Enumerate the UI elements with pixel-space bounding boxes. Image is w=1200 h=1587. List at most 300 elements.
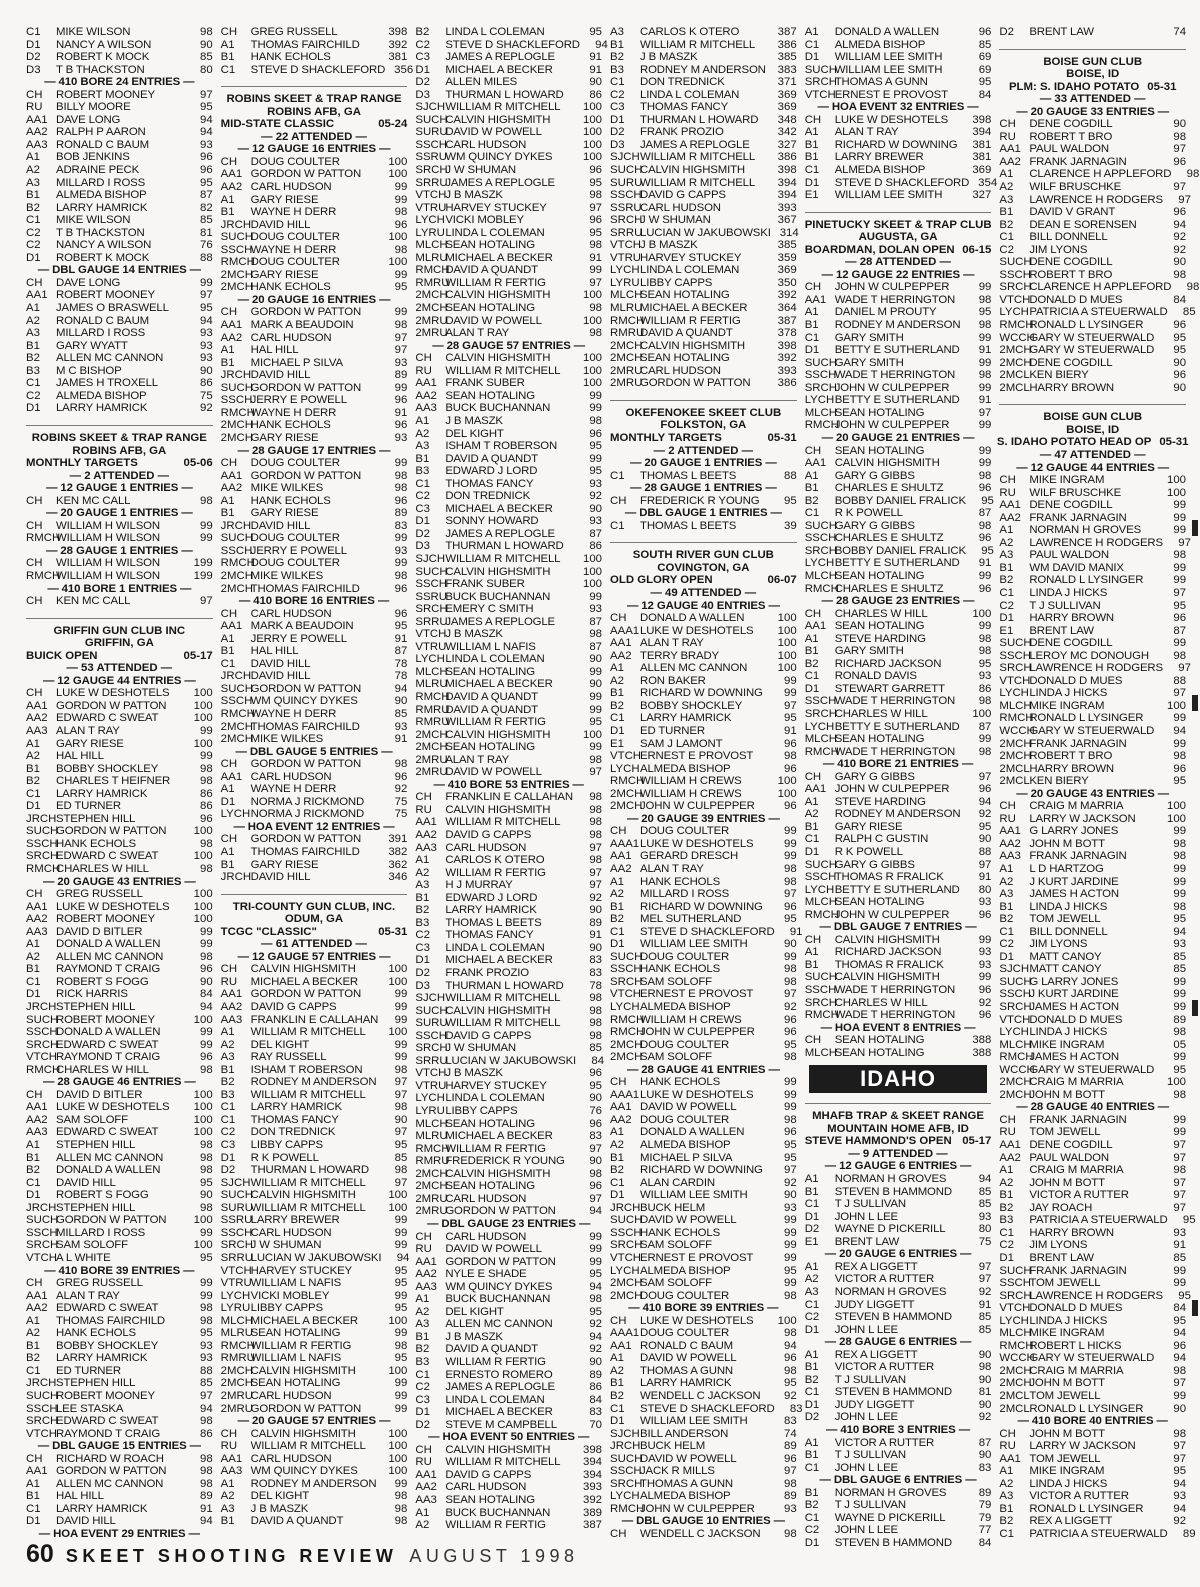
result-row [415, 1494, 602, 1507]
class-code: MLCH [804, 1046, 837, 1059]
class-code: D1 [26, 988, 41, 1001]
result-row [221, 1302, 408, 1315]
result-row [415, 101, 602, 114]
shooter-name: SAM SOLOFF [640, 1051, 712, 1064]
shooter-name: THOMAS L BEETS [640, 469, 737, 482]
shooter-name: RICHARD JACKSON [834, 657, 942, 670]
event-subheader: — 12 GAUGE 44 ENTRIES — [42, 674, 196, 687]
result-row [415, 164, 602, 177]
shooter-name: DEL KIGHT [445, 427, 504, 440]
shooter-name: STEPHEN HILL [56, 1001, 136, 1014]
result-row [221, 1001, 408, 1014]
result-row [805, 633, 992, 646]
result-row [610, 1377, 797, 1390]
shooter-name: ALLEN MC CANNON [56, 352, 164, 365]
result-row [610, 114, 797, 127]
class-code: D1 [610, 724, 625, 737]
score: 83 [394, 519, 408, 532]
shooter-name: ROBERT K MOCK [56, 51, 150, 64]
class-code: AA3 [415, 841, 437, 854]
score: 98 [1173, 750, 1187, 763]
shooter-name: WILLIAM R FERTIG [445, 276, 546, 289]
score: 381 [388, 51, 408, 64]
result-row [221, 219, 408, 232]
class-code: SSCH [220, 695, 253, 708]
result-row [999, 888, 1186, 901]
shooter-name: LINDA J HICKS [1029, 687, 1108, 700]
score: 100 [1167, 800, 1187, 813]
score: 386 [777, 151, 797, 164]
shooter-name: WADE T HERRINGTON [834, 745, 956, 758]
shooter-name: SEAN HOTALING [834, 406, 925, 419]
score: 75 [978, 1235, 992, 1248]
score: 95 [589, 176, 603, 189]
score: 100 [777, 662, 797, 675]
score: 100 [583, 352, 603, 365]
class-code: B1 [610, 900, 624, 913]
result-row [26, 1202, 213, 1215]
class-code: B1 [804, 482, 819, 495]
shooter-name: LARRY HAMRICK [56, 787, 148, 800]
result-row [610, 963, 797, 976]
class-code: A1 [26, 1314, 40, 1327]
result-row [610, 76, 797, 89]
score: 99 [978, 620, 992, 633]
result-row [805, 771, 992, 784]
score: 90 [784, 1189, 797, 1202]
shooter-name: WAYNE H DERR [250, 707, 337, 720]
score: 97 [784, 699, 797, 712]
score: 99 [784, 837, 797, 850]
class-code: CH [804, 113, 822, 126]
score: 97 [1173, 687, 1187, 700]
shooter-name: MIKE INGRAM [1029, 1038, 1105, 1051]
shooter-name: GORDON W PATTON [250, 381, 362, 394]
score: 91 [394, 733, 408, 746]
class-code: SURU [610, 176, 643, 189]
club-header [26, 425, 213, 482]
class-code: D2 [26, 51, 41, 64]
shooter-name: JOHN M BOTT [1029, 1427, 1105, 1440]
shooter-name: RODNEY M ANDERSON [640, 63, 766, 76]
result-row [610, 1202, 797, 1215]
score: 96 [784, 1026, 797, 1039]
score: 100 [388, 155, 408, 168]
score: 98 [784, 1477, 797, 1490]
score: 99 [394, 988, 408, 1001]
score: 87 [200, 189, 213, 202]
result-row [415, 603, 602, 616]
result-row [805, 482, 992, 495]
class-code: VTCH [26, 1251, 58, 1264]
attendance: — 2 ATTENDED — [69, 469, 170, 482]
class-code: VTCH [999, 1302, 1031, 1315]
result-row [999, 206, 1186, 219]
class-code: CH [610, 825, 627, 838]
shooter-name: WILLIAM R MITCHELL [640, 176, 756, 189]
shooter-name: CALVIN HIGHSMITH [445, 1004, 551, 1017]
score: 92 [784, 1176, 797, 1189]
result-row [805, 495, 992, 508]
shooter-name: DON TREDNICK [640, 76, 725, 89]
class-code: MLCH [804, 406, 837, 419]
result-row [221, 1290, 408, 1303]
class-code: RMRU [415, 1155, 450, 1168]
shooter-name: JOHN M BOTT [1029, 837, 1105, 850]
shooter-name: CHARLES W HILL [834, 607, 928, 620]
class-code: A1 [220, 846, 235, 858]
class-code: LYRU [220, 1302, 251, 1315]
shooter-name: JOHN L LEE [834, 1524, 898, 1537]
score: 98 [200, 837, 213, 850]
result-row [999, 813, 1186, 826]
class-code: D1 [220, 795, 236, 808]
class-code: MLCH [999, 1327, 1032, 1340]
shooter-name: LINDA L COLEMAN [445, 1393, 545, 1406]
class-code: SUCH [415, 565, 448, 578]
class-code: SRCH [999, 1001, 1032, 1014]
result-row [221, 570, 408, 583]
shooter-name: JOHN W CULPEPPER [640, 1026, 755, 1039]
result-row [415, 842, 602, 855]
score: 91 [589, 63, 603, 76]
score: 95 [394, 281, 408, 294]
score: 85 [978, 1311, 992, 1324]
score: 96 [394, 770, 408, 783]
result-row [610, 327, 797, 340]
shooter-name: RAYMOND T CRAIG [56, 963, 161, 976]
result-row [221, 419, 408, 432]
score: 80 [978, 1223, 992, 1236]
class-code: RU [220, 975, 238, 988]
result-row [999, 549, 1186, 562]
class-code: A3 [804, 1285, 819, 1298]
shooter-name: WILLIAM R MITCHELL [445, 364, 561, 377]
result-row [610, 775, 797, 788]
shooter-name: J KURT JARDINE [1029, 875, 1119, 888]
result-row [415, 1381, 602, 1394]
class-code: VTCH [220, 1264, 252, 1277]
result-row [26, 402, 213, 415]
score: 95 [589, 716, 603, 729]
result-row [26, 763, 213, 776]
shooter-name: DAVID G CAPPS [445, 1468, 532, 1481]
score: 98 [394, 243, 408, 256]
score: 90 [978, 1348, 992, 1361]
shooter-name: EDWARD C SWEAT [56, 1302, 159, 1315]
shooter-name: LAWRENCE H RODGERS [1029, 193, 1163, 206]
result-row [610, 126, 797, 139]
result-row [221, 1039, 408, 1052]
class-code: SUCH [804, 971, 837, 984]
class-code: 2MCH [220, 268, 253, 281]
class-code: AA3 [415, 402, 437, 415]
class-code: SJCH [999, 963, 1030, 976]
shooter-name: DAVID HILL [250, 670, 311, 683]
shooter-name: JOHN L LEE [834, 1210, 898, 1223]
result-row [221, 26, 408, 39]
score: 99 [784, 825, 797, 838]
shooter-name: SAM SOLOFF [56, 1239, 128, 1252]
shooter-name: WILLIAM R MITCHELL [445, 101, 561, 114]
result-row [805, 1399, 992, 1412]
result-row [999, 1189, 1186, 1202]
score: 96 [1173, 612, 1187, 625]
shooter-name: HARVEY STUCKEY [250, 1264, 352, 1277]
class-code: C3 [415, 502, 430, 515]
class-code: JRCH [220, 218, 252, 231]
class-code: MLCH [804, 569, 837, 582]
shooter-name: DONALD A WALLEN [640, 1126, 745, 1139]
result-row [415, 892, 602, 905]
score: 98 [200, 863, 213, 875]
result-row [999, 913, 1186, 926]
score: 393 [777, 201, 797, 214]
shooter-name: DAVID HILL [56, 1515, 116, 1528]
result-row [999, 600, 1186, 613]
score: 95 [589, 1079, 603, 1092]
score: 100 [193, 913, 213, 926]
score: 96 [1173, 155, 1187, 168]
class-code: RMCH [220, 1339, 255, 1352]
result-row [415, 1243, 602, 1256]
result-row [415, 428, 602, 441]
shooter-name: THOMAS FAIRCHILD [250, 582, 360, 595]
result-row [26, 340, 213, 353]
score: 394 [972, 126, 992, 139]
class-code: SRRU [610, 226, 643, 239]
score: 98 [784, 1113, 797, 1126]
shooter-name: GORDON W PATTON [445, 1205, 556, 1218]
class-code: CH [610, 1527, 627, 1540]
class-code: C1 [610, 1176, 625, 1189]
score: 95 [200, 302, 213, 315]
score: 76 [589, 1105, 603, 1118]
class-code: WCCH [999, 1063, 1035, 1076]
score: 99 [1173, 825, 1187, 838]
shooter-name: RONALD C BAUM [640, 1339, 734, 1352]
class-code: AAA1 [610, 1088, 640, 1101]
score: 394 [583, 1468, 603, 1481]
shooter-name: TOM JEWELL [1029, 1452, 1101, 1465]
class-code: CH [415, 791, 432, 804]
result-row [415, 980, 602, 993]
shooter-name: BOBBY SHOCKLEY [56, 762, 159, 775]
score: 99 [784, 850, 797, 863]
shooter-name: HANK ECHOLS [250, 51, 331, 64]
class-code: A2 [610, 1139, 624, 1152]
shooter-name: DENE COGDILL [1029, 499, 1113, 512]
event-subheader: — 20 GAUGE 21 ENTRIES — [821, 431, 975, 444]
shooter-name: LUKE W DESHOTELS [640, 837, 754, 850]
class-code: CH [220, 306, 238, 319]
shooter-name: LIBBY CAPPS [445, 1105, 518, 1118]
shooter-name: LINDA J HICKS [1029, 1477, 1108, 1490]
shooter-name: BRENT LAW [834, 1235, 900, 1248]
shooter-name: CHARLES W HILL [834, 996, 928, 1009]
club-header [996, 404, 1189, 461]
class-code: C2 [220, 1126, 236, 1139]
class-code: 2MCH [415, 289, 448, 302]
shooter-name: EDWARD C SWEAT [56, 1038, 159, 1051]
result-row [221, 1377, 408, 1390]
result-row [221, 1101, 408, 1114]
score: 91 [589, 51, 603, 64]
result-row [221, 1265, 408, 1278]
class-code: LYCH [804, 394, 835, 407]
result-row [26, 214, 213, 227]
result-row [415, 277, 602, 290]
shooter-name: DOUG COULTER [250, 231, 340, 244]
score: 99 [978, 971, 992, 984]
score: 83 [978, 1461, 992, 1474]
event-subheader: — 28 GAUGE 23 ENTRIES — [821, 595, 975, 608]
result-row [805, 532, 992, 545]
score: 98 [589, 816, 603, 829]
class-code: JRCH [610, 1440, 641, 1453]
result-row [999, 1478, 1186, 1491]
score: 94 [200, 314, 213, 327]
result-row [999, 524, 1186, 537]
class-code: B2 [804, 1373, 819, 1386]
class-code: B1 [26, 1339, 40, 1352]
result-row [805, 114, 992, 127]
result-row [415, 214, 602, 227]
shooter-name: BOBBY SHOCKLEY [56, 1339, 159, 1352]
score: 86 [200, 800, 213, 813]
score: 100 [583, 552, 603, 565]
shooter-name: JAMES A REPLOGLE [445, 527, 555, 540]
score: 98 [978, 469, 992, 482]
result-row [26, 850, 213, 863]
result-row [610, 289, 797, 302]
shooter-name: DEL KIGHT [250, 1490, 310, 1503]
result-row [221, 758, 408, 771]
class-code: B3 [26, 364, 40, 377]
event-subheader: — DBL GAUGE 1 ENTRIES — [624, 507, 782, 520]
class-code: AA3 [26, 925, 48, 938]
score: 87 [1173, 624, 1187, 637]
class-code: A3 [415, 1318, 430, 1331]
result-row [415, 151, 602, 164]
class-code: A2 [999, 875, 1014, 888]
result-row [610, 1465, 797, 1478]
score: 99 [784, 1088, 797, 1101]
score: 97 [394, 331, 408, 344]
class-code: VTCH [26, 1427, 58, 1440]
result-row [999, 1126, 1186, 1139]
score: 98 [978, 1361, 992, 1374]
score: 93 [589, 515, 603, 528]
shooter-name: DANIEL M PROUTY [834, 306, 937, 319]
result-row [221, 432, 408, 445]
class-code: A1 [804, 469, 819, 482]
shooter-name: LUCIAN W JAKUBOWSKI [250, 1251, 382, 1264]
class-code: A1 [220, 38, 235, 51]
score: 350 [777, 276, 797, 289]
result-row [221, 1214, 408, 1227]
score: 84 [589, 1393, 603, 1406]
score: 95 [1173, 913, 1187, 926]
shooter-name: SAM SOLOFF [640, 1239, 712, 1252]
shooter-name: ALLEN MC CANNON [445, 1318, 553, 1331]
event-subheader: — 28 GAUGE 46 ENTRIES — [42, 1076, 196, 1089]
score: 91 [589, 251, 603, 264]
result-row [221, 231, 408, 244]
score: 100 [583, 289, 603, 302]
score: 96 [394, 582, 408, 595]
class-code: RMCH [26, 863, 61, 875]
shooter-name: WILLIAM R FERTIG [445, 866, 546, 879]
shooter-name: WILLIAM R FERTIG [445, 1519, 546, 1532]
result-row [999, 901, 1186, 914]
result-row [221, 1139, 408, 1152]
shooter-name: WILLIAM L NAFIS [250, 1352, 342, 1365]
shooter-name: ISHAM T ROBERSON [250, 1063, 363, 1076]
result-row [26, 89, 213, 102]
event-date: 06-15 [962, 243, 992, 256]
class-code: C1 [804, 1198, 820, 1211]
class-code: A3 [220, 1051, 235, 1064]
class-code: C1 [804, 164, 820, 177]
score: 96 [978, 984, 992, 997]
shooter-name: CARL HUDSON [250, 1452, 332, 1465]
result-row [610, 1315, 797, 1328]
class-code: SUCH [220, 381, 253, 394]
result-row [610, 1503, 797, 1516]
result-row [999, 474, 1186, 487]
class-code: SSCH [220, 394, 253, 407]
class-code: SSCH [415, 1029, 447, 1042]
result-row [221, 1277, 408, 1290]
shooter-name: RODNEY M ANDERSON [834, 808, 961, 821]
result-row [610, 315, 797, 328]
class-code: AA1 [220, 770, 243, 783]
result-row [26, 1039, 213, 1052]
score: 99 [394, 1327, 408, 1340]
class-code: VTCH [610, 750, 642, 763]
class-code: SUCH [610, 950, 643, 963]
result-row [805, 545, 992, 558]
class-code: RMCH [415, 264, 450, 277]
score: 99 [200, 1026, 213, 1039]
score: 99 [784, 1239, 797, 1252]
result-row [999, 1064, 1186, 1077]
class-code: CH [804, 770, 822, 783]
score: 99 [394, 306, 408, 319]
class-code: VTCH [999, 1013, 1031, 1026]
class-code: AA3 [999, 850, 1021, 863]
score: 387 [583, 1519, 603, 1532]
score: 386 [777, 377, 797, 390]
score: 96 [589, 164, 603, 177]
class-code: 2MCH [999, 344, 1032, 357]
shooter-name: GARY W STEUERWALD [1029, 724, 1155, 737]
class-code: A1 [804, 1173, 819, 1186]
shooter-name: WILLIAM LEE SMITH [640, 1189, 748, 1202]
score: 99 [978, 733, 992, 746]
shooter-name: LAWRENCE H RODGERS [1029, 536, 1163, 549]
score: 98 [978, 645, 992, 658]
score: 99 [784, 1251, 797, 1264]
class-code: RU [999, 1126, 1016, 1139]
result-row [415, 189, 602, 202]
score: 91 [394, 406, 408, 419]
class-code: A3 [415, 440, 430, 453]
class-code: B1 [804, 958, 819, 971]
shooter-name: DENE COGDILL [1029, 637, 1113, 650]
shooter-name: LARRY HAMRICK [250, 1101, 342, 1114]
